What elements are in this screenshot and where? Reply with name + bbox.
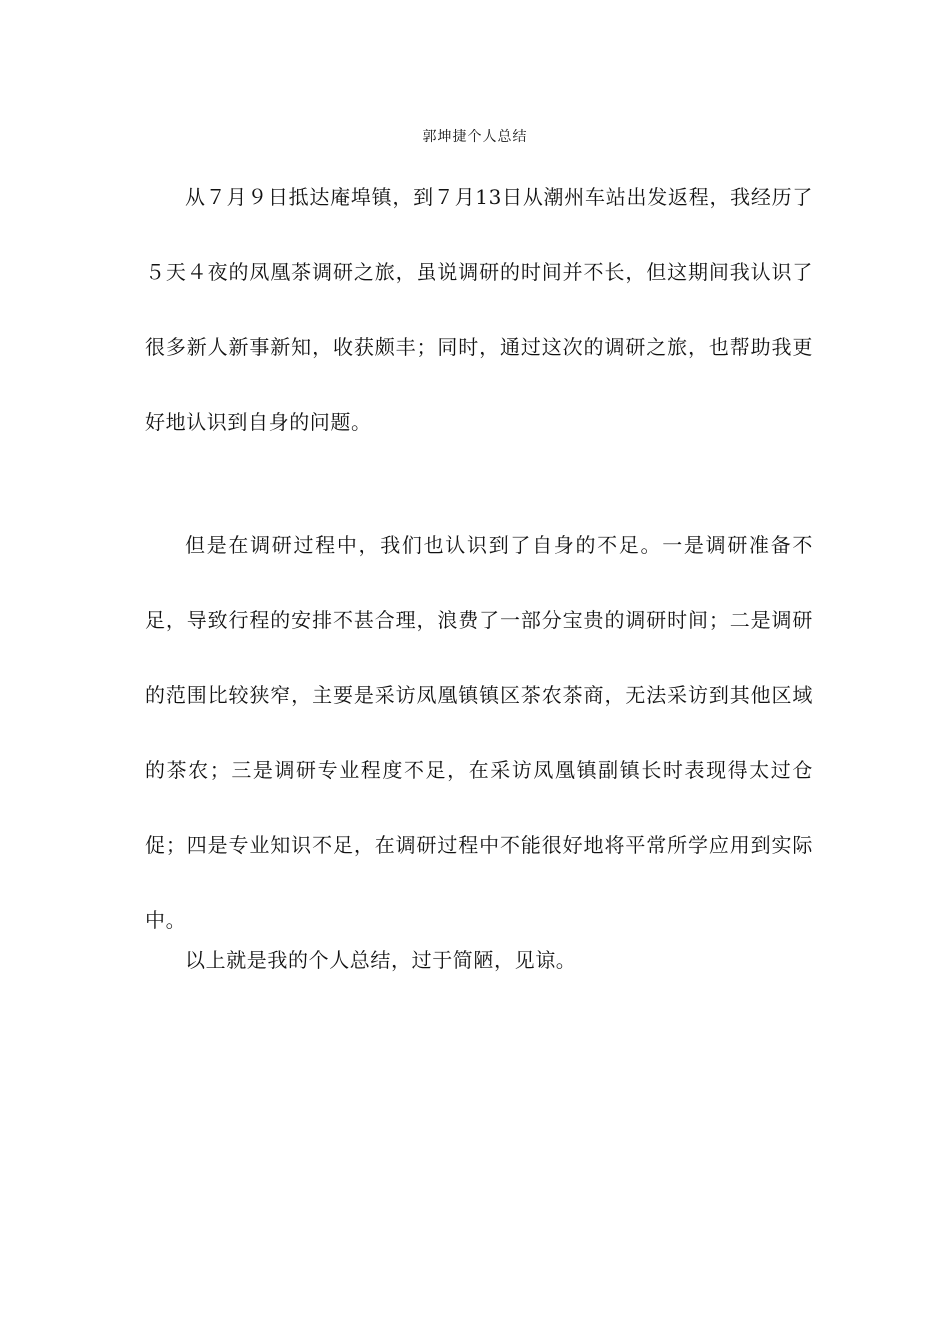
paragraph-intro: 从７月９日抵达庵埠镇，到７月13日从潮州车站出发返程，我经历了５天４夜的凤凰茶调研之旅，虽说调研的时间并不长，但这期间我认识了很多新人新事新知，收获颇丰；同时，通过这次的调研之旅，也帮助我更好地认识到自身的问题。 xyxy=(145,185,813,434)
paragraph-shortcomings: 但是在调研过程中，我们也认识到了自身的不足。一是调研准备不足，导致行程的安排不甚合理，浪费了一部分宝贵的调研时间；二是调研的范围比较狭窄，主要是采访凤凰镇镇区茶农茶商，无法采访到其他区域的茶农；三是调研专业程度不足，在采访凤凰镇副镇长时表现得太过仓促；四是专业知识不足，在调研过程中不能很好地将平常所学应用到实际中。 xyxy=(145,533,813,932)
document-title: 郭坤捷个人总结 xyxy=(422,129,528,145)
paragraph-closing: 以上就是我的个人总结，过于简陋，见谅。 xyxy=(185,948,577,972)
